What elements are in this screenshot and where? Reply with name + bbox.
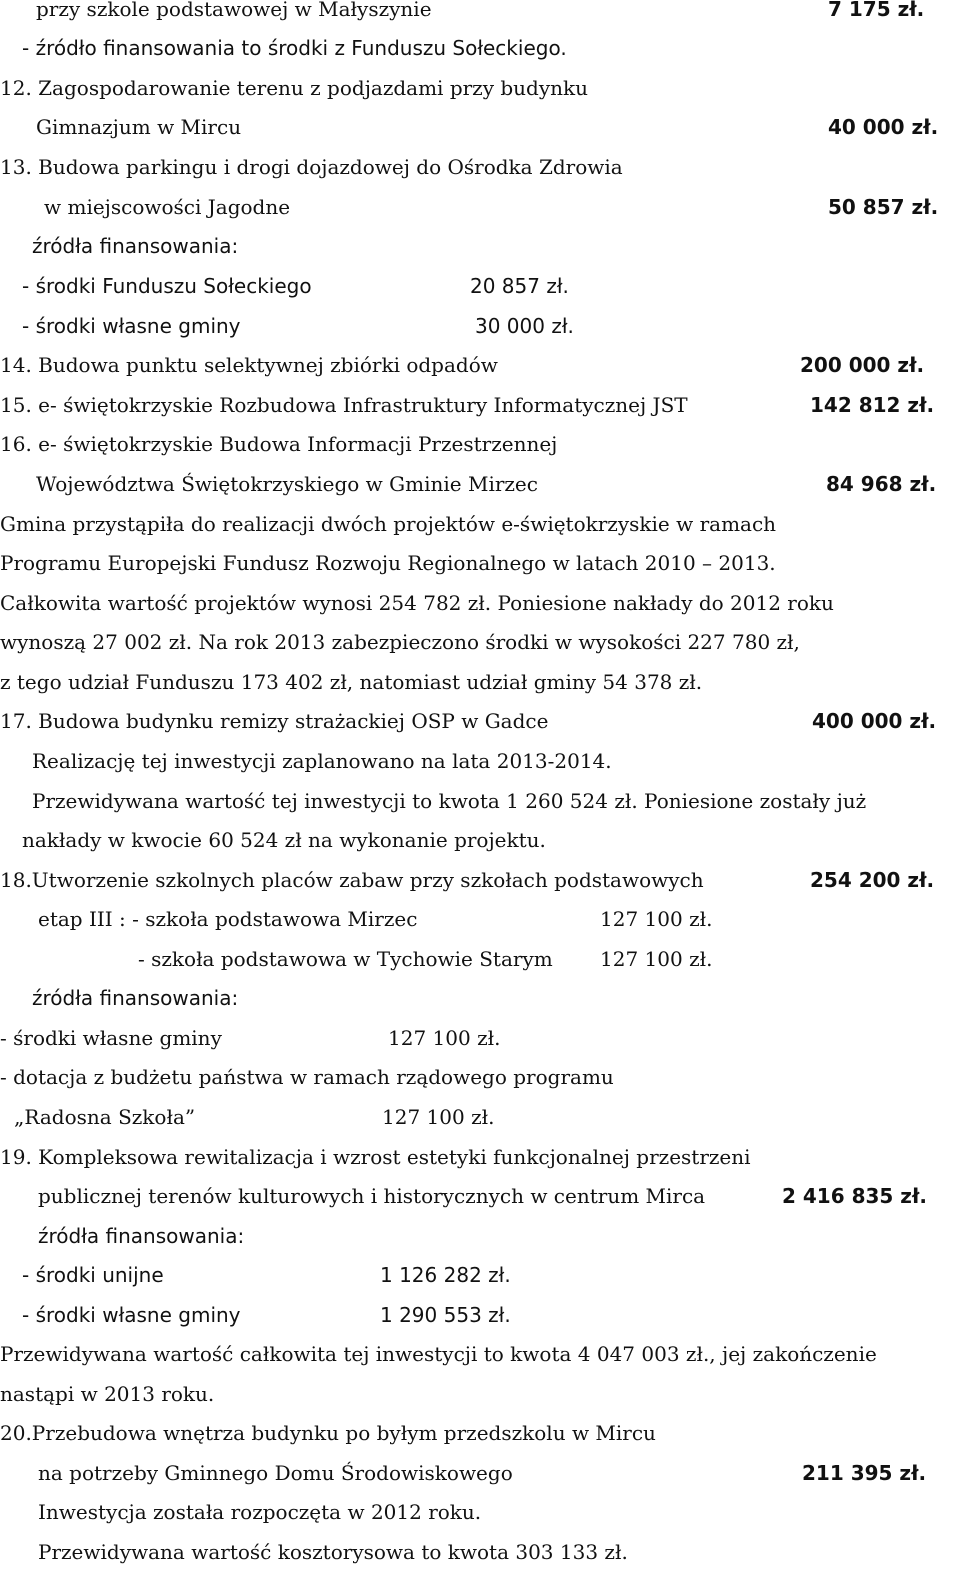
line-text: Przewidywana wartość kosztorysowa to kwota 303 133 zł.	[38, 1540, 628, 1564]
line-text: Województwa Świętokrzyskiego w Gminie Mirzec	[36, 472, 538, 496]
line-mid-amount: 127 100 zł.	[600, 947, 713, 971]
line-text: Gmina przystąpiła do realizacji dwóch projektów e-świętokrzyskie w ramach	[0, 512, 777, 536]
line-mid-amount: 20 857 zł.	[470, 274, 569, 298]
line-text: 13. Budowa parkingu i drogi dojazdowej do Ośrodka Zdrowia	[0, 155, 623, 179]
line-amount: 400 000 zł.	[812, 709, 937, 733]
line-text: 18.Utworzenie szkolnych placów zabaw przy szkołach podstawowych	[0, 868, 704, 892]
line-text: - środki własne gminy	[0, 1026, 222, 1050]
line-text: - źródło finansowania to środki z Funduszu Sołeckiego.	[22, 36, 567, 60]
line-text: Przewidywana wartość tej inwestycji to kwota 1 260 524 zł. Poniesione zostały już	[32, 789, 867, 813]
line-amount: 7 175 zł.	[828, 0, 925, 21]
line-text: wynoszą 27 002 zł. Na rok 2013 zabezpieczono środki w wysokości 227 780 zł,	[0, 630, 800, 654]
line-amount: 200 000 zł.	[800, 353, 925, 377]
line-amount: 40 000 zł.	[828, 115, 939, 139]
line-text: 19. Kompleksowa rewitalizacja i wzrost estetyki funkcjonalnej przestrzeni	[0, 1145, 751, 1169]
line-amount: 84 968 zł.	[826, 472, 937, 496]
line-text: Przewidywana wartość całkowita tej inwestycji to kwota 4 047 003 zł., jej zakończenie	[0, 1342, 877, 1366]
line-text: Gimnazjum w Mircu	[36, 115, 242, 139]
line-mid-amount: 127 100 zł.	[388, 1026, 501, 1050]
line-text: „Radosna Szkoła”	[14, 1105, 196, 1129]
line-mid-amount: 1 290 553 zł.	[380, 1303, 511, 1327]
line-text: 20.Przebudowa wnętrza budynku po byłym przedszkolu w Mircu	[0, 1421, 656, 1445]
line-text: - szkoła podstawowa w Tychowie Starym	[138, 947, 553, 971]
line-text: Programu Europejski Fundusz Rozwoju Regionalnego w latach 2010 – 2013.	[0, 551, 776, 575]
line-amount: 254 200 zł.	[810, 868, 935, 892]
line-text: 17. Budowa budynku remizy strażackiej OSP w Gadce	[0, 709, 549, 733]
line-amount: 50 857 zł.	[828, 195, 939, 219]
line-mid-amount: 127 100 zł.	[600, 907, 713, 931]
line-amount: 2 416 835 zł.	[782, 1184, 927, 1208]
line-text: Realizację tej inwestycji zaplanowano na lata 2013-2014.	[32, 749, 612, 773]
line-text: 12. Zagospodarowanie terenu z podjazdami przy budynku	[0, 76, 589, 100]
line-text: z tego udział Funduszu 173 402 zł, natomiast udział gminy 54 378 zł.	[0, 670, 703, 694]
line-text: - dotacja z budżetu państwa w ramach rządowego programu	[0, 1065, 614, 1089]
line-text: źródła finansowania:	[38, 1224, 245, 1248]
line-text: Całkowita wartość projektów wynosi 254 782 zł. Poniesione nakłady do 2012 roku	[0, 591, 834, 615]
line-text: etap III : - szkoła podstawowa Mirzec	[38, 907, 418, 931]
line-text: na potrzeby Gminnego Domu Środowiskowego	[38, 1461, 513, 1485]
line-text: 15. e- świętokrzyskie Rozbudowa Infrastruktury Informatycznej JST	[0, 393, 688, 417]
line-text: źródła finansowania:	[32, 234, 239, 258]
line-text: nakłady w kwocie 60 524 zł na wykonanie projektu.	[22, 828, 546, 852]
line-text: publicznej terenów kulturowych i historycznych w centrum Mirca	[38, 1184, 706, 1208]
line-text: przy szkole podstawowej w Małyszynie	[36, 0, 432, 21]
line-text: źródła finansowania:	[32, 986, 239, 1010]
line-text: w miejscowości Jagodne	[44, 195, 291, 219]
line-text: nastąpi w 2013 roku.	[0, 1382, 215, 1406]
line-text: - środki własne gminy	[22, 1303, 241, 1327]
line-text: 14. Budowa punktu selektywnej zbiórki odpadów	[0, 353, 498, 377]
line-amount: 142 812 zł.	[810, 393, 935, 417]
line-text: Inwestycja została rozpoczęta w 2012 roku.	[38, 1500, 482, 1524]
line-text: - środki własne gminy	[22, 314, 241, 338]
line-mid-amount: 1 126 282 zł.	[380, 1263, 511, 1287]
line-mid-amount: 127 100 zł.	[382, 1105, 495, 1129]
line-text: 16. e- świętokrzyskie Budowa Informacji Przestrzennej	[0, 432, 558, 456]
line-mid-amount: 30 000 zł.	[475, 314, 574, 338]
line-amount: 211 395 zł.	[802, 1461, 927, 1485]
line-text: - środki unijne	[22, 1263, 164, 1287]
line-text: - środki Funduszu Sołeckiego	[22, 274, 312, 298]
